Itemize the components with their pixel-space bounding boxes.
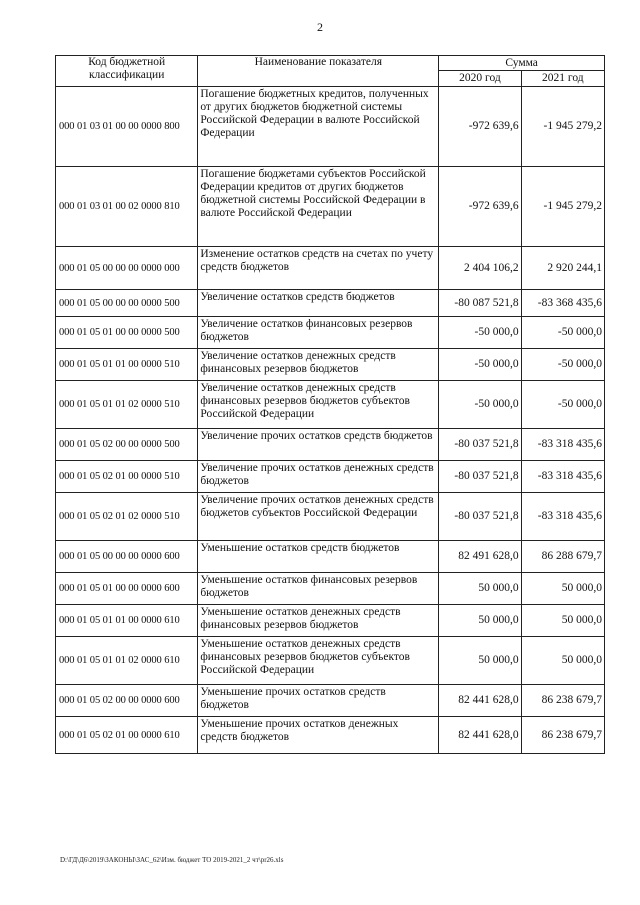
row-value-2021: -83 318 435,6 xyxy=(521,429,604,461)
row-code: 000 01 05 01 00 00 0000 500 xyxy=(56,317,198,349)
row-name: Погашение бюджетных кредитов, полученных от других бюджетов бюджетной системы Российской Федерации в валюте Российской Федерации xyxy=(198,87,439,167)
row-code: 000 01 05 02 01 02 0000 510 xyxy=(56,493,198,541)
table-row xyxy=(56,87,605,167)
row-name: Увеличение остатков денежных средств финансовых резервов бюджетов xyxy=(198,349,439,381)
row-code: 000 01 05 00 00 00 0000 500 xyxy=(56,290,198,317)
row-value-2021: -1 945 279,2 xyxy=(521,167,604,247)
row-value-2021: -50 000,0 xyxy=(521,381,604,429)
row-value-2020: 82 491 628,0 xyxy=(439,541,521,573)
row-value-2020: -80 037 521,8 xyxy=(439,493,521,541)
header-year-2021: 2021 год xyxy=(521,71,604,87)
row-name: Увеличение прочих остатков денежных средств бюджетов субъектов Российской Федерации xyxy=(198,493,439,541)
header-year-2020: 2020 год xyxy=(439,71,521,87)
row-value-2020: -972 639,6 xyxy=(439,87,521,167)
row-code: 000 01 05 02 01 00 0000 510 xyxy=(56,461,198,493)
row-name: Уменьшение остатков финансовых резервов бюджетов xyxy=(198,573,439,605)
row-value-2020: 82 441 628,0 xyxy=(439,717,521,754)
row-value-2021: -50 000,0 xyxy=(521,349,604,381)
table-row xyxy=(56,167,605,247)
row-code: 000 01 05 00 00 00 0000 000 xyxy=(56,247,198,290)
row-code: 000 01 03 01 00 00 0000 800 xyxy=(56,87,198,167)
table-row xyxy=(56,573,605,605)
table-row xyxy=(56,290,605,317)
row-name: Увеличение остатков денежных средств финансовых резервов бюджетов субъектов Российской Федерации xyxy=(198,381,439,429)
table-row xyxy=(56,349,605,381)
row-code: 000 01 05 02 00 00 0000 600 xyxy=(56,685,198,717)
row-value-2021: -83 318 435,6 xyxy=(521,493,604,541)
row-value-2021: -1 945 279,2 xyxy=(521,87,604,167)
row-value-2021: 50 000,0 xyxy=(521,605,604,637)
table-row xyxy=(56,247,605,290)
row-name: Увеличение прочих остатков денежных средств бюджетов xyxy=(198,461,439,493)
row-code: 000 01 05 01 01 02 0000 510 xyxy=(56,381,198,429)
table-row xyxy=(56,317,605,349)
table-row xyxy=(56,493,605,541)
row-code: 000 01 05 02 01 00 0000 610 xyxy=(56,717,198,754)
row-name: Увеличение остатков финансовых резервов бюджетов xyxy=(198,317,439,349)
row-name: Уменьшение остатков денежных средств финансовых резервов бюджетов xyxy=(198,605,439,637)
row-value-2021: 86 238 679,7 xyxy=(521,685,604,717)
row-value-2021: -83 368 435,6 xyxy=(521,290,604,317)
row-value-2021: 50 000,0 xyxy=(521,637,604,685)
row-value-2021: 2 920 244,1 xyxy=(521,247,604,290)
row-value-2021: 50 000,0 xyxy=(521,573,604,605)
row-value-2020: -50 000,0 xyxy=(439,349,521,381)
row-name: Уменьшение остатков денежных средств финансовых резервов бюджетов субъектов Российской Федерации xyxy=(198,637,439,685)
row-code: 000 01 05 01 01 00 0000 610 xyxy=(56,605,198,637)
row-value-2021: 86 238 679,7 xyxy=(521,717,604,754)
row-value-2020: -80 037 521,8 xyxy=(439,429,521,461)
row-name: Уменьшение прочих остатков средств бюджетов xyxy=(198,685,439,717)
row-value-2020: 50 000,0 xyxy=(439,637,521,685)
file-path-footer: D:\ГД\Д6\2019\ЗАКОНЫ\ЗАС_62\Изм. бюджет ТО 2019-2021_2 чт\pr26.xls xyxy=(60,856,284,864)
row-value-2020: -972 639,6 xyxy=(439,167,521,247)
table-row xyxy=(56,637,605,685)
row-code: 000 01 05 01 00 00 0000 600 xyxy=(56,573,198,605)
table-row xyxy=(56,717,605,754)
row-code: 000 01 05 00 00 00 0000 600 xyxy=(56,541,198,573)
row-value-2020: -80 087 521,8 xyxy=(439,290,521,317)
table-row xyxy=(56,685,605,717)
budget-sources-table xyxy=(55,55,605,754)
row-code: 000 01 05 01 01 00 0000 510 xyxy=(56,349,198,381)
row-value-2020: 50 000,0 xyxy=(439,605,521,637)
header-code: Код бюджетной классификации xyxy=(56,56,198,87)
row-name: Уменьшение прочих остатков денежных средств бюджетов xyxy=(198,717,439,754)
table-row xyxy=(56,429,605,461)
row-name: Уменьшение остатков средств бюджетов xyxy=(198,541,439,573)
row-value-2020: -80 037 521,8 xyxy=(439,461,521,493)
table-row xyxy=(56,461,605,493)
row-name: Увеличение остатков средств бюджетов xyxy=(198,290,439,317)
row-value-2020: 50 000,0 xyxy=(439,573,521,605)
table-row xyxy=(56,541,605,573)
row-value-2021: -83 318 435,6 xyxy=(521,461,604,493)
row-value-2020: -50 000,0 xyxy=(439,381,521,429)
row-value-2021: -50 000,0 xyxy=(521,317,604,349)
header-sum: Сумма xyxy=(439,56,605,71)
row-name: Увеличение прочих остатков средств бюджетов xyxy=(198,429,439,461)
row-name: Изменение остатков средств на счетах по учету средств бюджетов xyxy=(198,247,439,290)
header-name: Наименование показателя xyxy=(198,56,439,87)
row-value-2020: 2 404 106,2 xyxy=(439,247,521,290)
row-value-2020: -50 000,0 xyxy=(439,317,521,349)
row-value-2020: 82 441 628,0 xyxy=(439,685,521,717)
row-code: 000 01 03 01 00 02 0000 810 xyxy=(56,167,198,247)
row-code: 000 01 05 01 01 02 0000 610 xyxy=(56,637,198,685)
row-value-2021: 86 288 679,7 xyxy=(521,541,604,573)
row-code: 000 01 05 02 00 00 0000 500 xyxy=(56,429,198,461)
page-number: 2 xyxy=(317,20,323,34)
row-name: Погашение бюджетами субъектов Российской Федерации кредитов от других бюджетов бюджетной системы Российской Федерации в валюте Российской Федерации xyxy=(198,167,439,247)
table-row xyxy=(56,381,605,429)
table-row xyxy=(56,605,605,637)
